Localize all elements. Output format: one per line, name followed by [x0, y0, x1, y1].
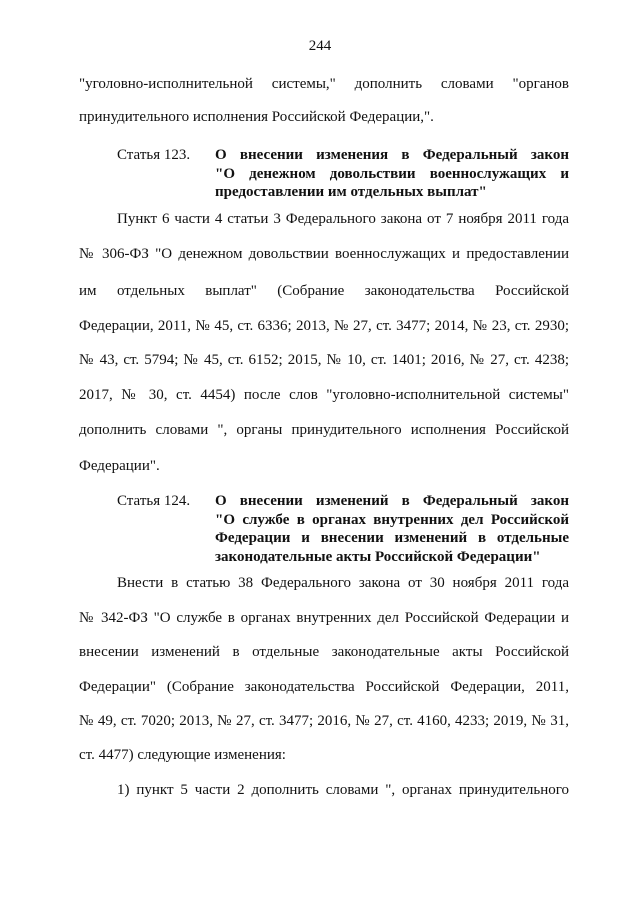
- article-title-line: О внесении изменения в Федеральный закон: [215, 147, 569, 163]
- article-title: [215, 492, 569, 566]
- article-title-line: "О службе в органах внутренних дел Российской: [215, 511, 569, 528]
- text-line: № 306-ФЗ "О денежном довольствии военнослужащих и предоставлении: [79, 246, 569, 262]
- text-line: Федерации, 2011, № 45, ст. 6336; 2013, № 27, ст. 3477; 2014, № 23, ст. 2930;: [79, 318, 569, 334]
- text-line: внесении изменений в отдельные законодательные акты Российской: [79, 644, 569, 660]
- article-title-line: О внесении изменений в Федеральный закон: [215, 493, 569, 509]
- article-title-line: законодательные акты Российской Федерации": [215, 548, 541, 565]
- text-line: дополнить словами ", органы принудительного исполнения Российской: [79, 422, 569, 438]
- text-line: "уголовно-исполнительной системы," дополнить словами "органов: [79, 76, 569, 92]
- text-line: № 43, ст. 5794; № 45, ст. 6152; 2015, № 10, ст. 1401; 2016, № 27, ст. 4238;: [79, 352, 569, 368]
- article-title: [215, 146, 569, 202]
- text-line: 1) пункт 5 части 2 дополнить словами ", органах принудительного: [117, 782, 569, 798]
- text-line: им отдельных выплат" (Собрание законодательства Российской: [79, 283, 569, 299]
- text-line: ст. 4477) следующие изменения:: [79, 747, 286, 763]
- page-number: 244: [308, 38, 332, 54]
- text-line: Пункт 6 части 4 статьи 3 Федерального закона от 7 ноября 2011 года: [117, 211, 569, 227]
- article-title-line: Федерации и внесении изменений в отдельные: [215, 530, 569, 546]
- article-title-line: "О денежном довольствии военнослужащих и: [215, 165, 569, 182]
- article-label: Статья 123.: [117, 147, 191, 163]
- text-line: принудительного исполнения Российской Федерации,".: [79, 109, 434, 125]
- text-line: Федерации".: [79, 458, 160, 474]
- article-title-line: предоставлении им отдельных выплат": [215, 184, 487, 200]
- text-line: № 342-ФЗ "О службе в органах внутренних дел Российской Федерации и: [79, 610, 569, 626]
- text-line: Внести в статью 38 Федерального закона от 30 ноября 2011 года: [117, 575, 569, 591]
- text-line: 2017, № 30, ст. 4454) после слов "уголовно-исполнительной системы": [79, 387, 569, 403]
- text-line: Федерации" (Собрание законодательства Российской Федерации, 2011,: [79, 679, 569, 695]
- article-label: Статья 124.: [117, 493, 191, 509]
- text-line: № 49, ст. 7020; 2013, № 27, ст. 3477; 2016, № 27, ст. 4160, 4233; 2019, № 31,: [79, 713, 569, 729]
